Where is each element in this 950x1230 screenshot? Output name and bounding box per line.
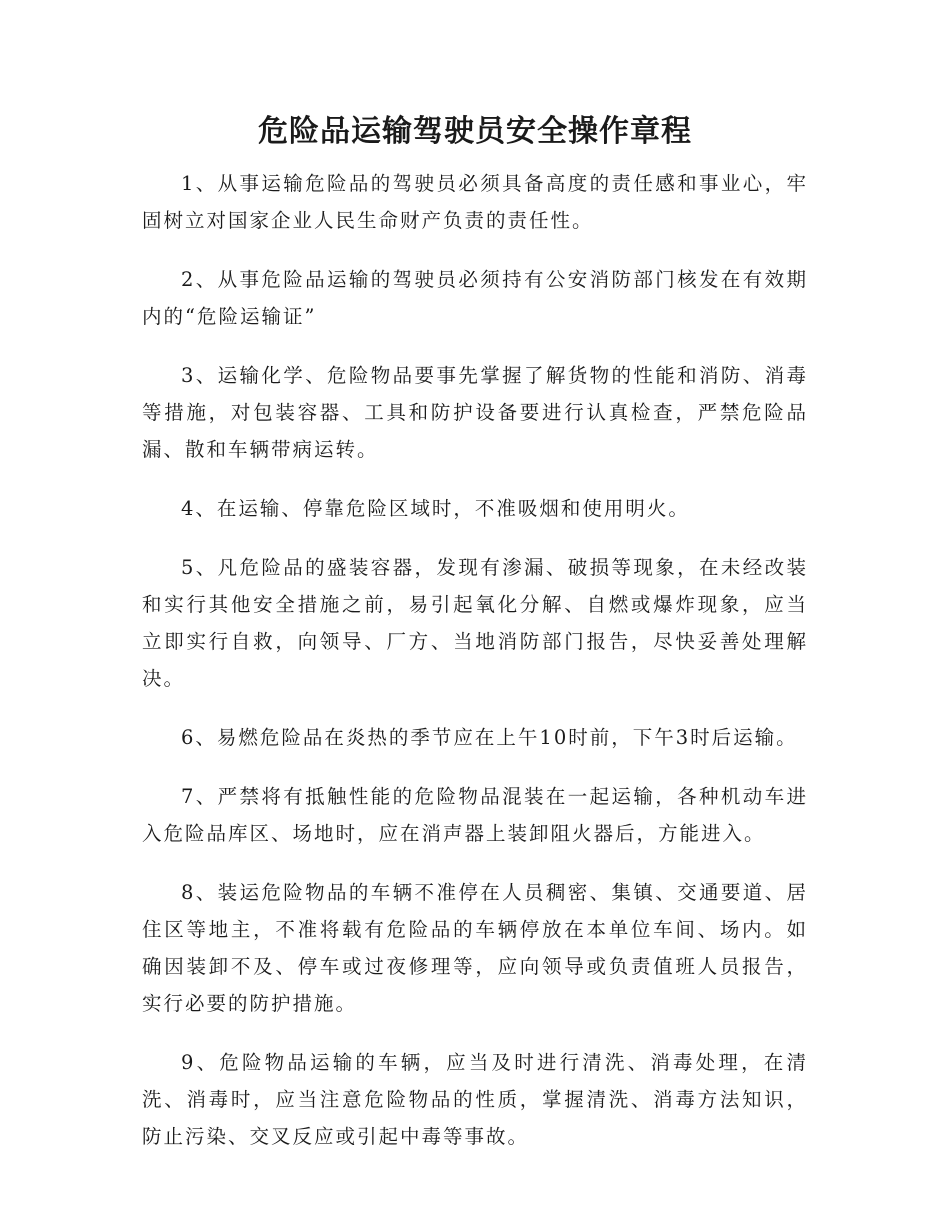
document-body — [142, 165, 808, 1177]
paragraph-8: 8、装运危险物品的车辆不准停在人员稠密、集镇、交通要道、居住区等地主，不准将载有危险品的车辆停放在本单位车间、场内。如确因装卸不及、停车或过夜修理等，应向领导或负责值班人员报告，实行必要的防护措施。 — [142, 881, 808, 1015]
paragraph-3: 3、运输化学、危险物品要事先掌握了解货物的性能和消防、消毒等措施，对包装容器、工具和防护设备要进行认真检查，严禁危险品漏、散和车辆带病运转。 — [142, 364, 808, 461]
paragraph-2: 2、从事危险品运输的驾驶员必须持有公安消防部门核发在有效期内的“危险运输证” — [142, 268, 808, 328]
paragraph-5: 5、凡危险品的盛装容器，发现有渗漏、破损等现象，在未经改装和实行其他安全措施之前，易引起氧化分解、自燃或爆炸现象，应当立即实行自救，向领导、厂方、当地消防部门报告，尽快妥善处理解决。 — [142, 556, 808, 690]
paragraph-9: 9、危险物品运输的车辆，应当及时进行清洗、消毒处理，在清洗、消毒时，应当注意危险物品的性质，掌握清洗、消毒方法知识，防止污染、交叉反应或引起中毒等事故。 — [142, 1051, 808, 1148]
paragraph-7: 7、严禁将有抵触性能的危险物品混装在一起运输，各种机动车进入危险品库区、场地时，应在消声器上装卸阻火器后，方能进入。 — [142, 785, 808, 845]
paragraph-6: 6、易燃危险品在炎热的季节应在上午10时前，下午3时后运输。 — [181, 726, 798, 749]
document-title: 危险品运输驾驶员安全操作章程 — [258, 114, 692, 149]
paragraph-1: 1、从事运输危险品的驾驶员必须具备高度的责任感和事业心，牢固树立对国家企业人民生命财产负责的责任性。 — [142, 172, 808, 232]
paragraph-4: 4、在运输、停靠危险区域时，不准吸烟和使用明火。 — [181, 497, 690, 520]
